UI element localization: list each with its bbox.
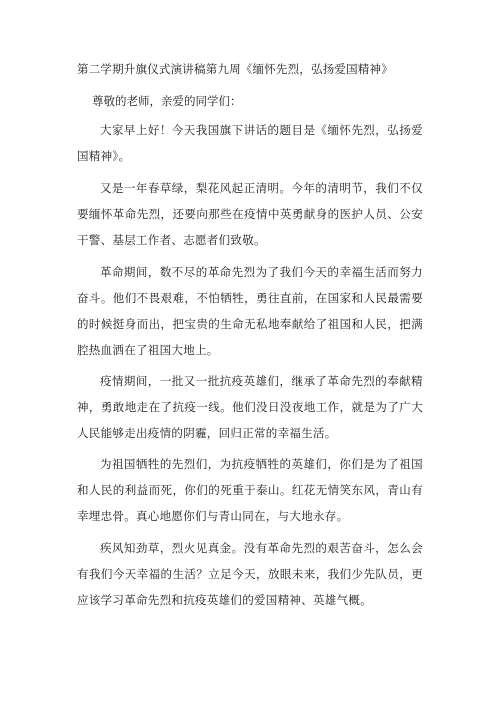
document-title: 第二学期升旗仪式演讲稿第九周《缅怀先烈，弘扬爱国精神》 — [77, 62, 393, 76]
paragraph-epidemic: 疫情期间，一批又一批抗疫英雄们，继承了革命先烈的奉献精神，勇敢地走在了抗疫一线。他们没日没夜地工作，就是为了广大人民能够走出疫情的阴霾，回归正常的幸福生活。 — [77, 374, 423, 440]
paragraph-qingming: 又是一年春草绿，梨花风起正清明。今年的清明节，我们不仅要缅怀革命先烈，还要向那些在疫情中英勇献身的医护人员、公安干警、基层工作者、志愿者们致敬。 — [77, 181, 423, 247]
paragraph-greeting: 大家早上好！今天我国旗下讲话的题目是《缅怀先烈，弘扬爱国精神》。 — [77, 123, 423, 163]
paragraph-closing: 疾风知劲草，烈火见真金。没有革命先烈的艰苦奋斗，怎么会有我们今天幸福的生活？立足今天，放眼未来，我们少先队员，更应该学习革命先烈和抗疫英雄们的爱国精神、英雄气概。 — [77, 541, 423, 607]
paragraph-tribute: 为祖国牺牲的先烈们，为抗疫牺牲的英雄们，你们是为了祖国和人民的利益而死，你们的死重于泰山。红花无情笑东风，青山有幸埋忠骨。真心地愿你们与青山同在，与大地永存。 — [77, 457, 423, 523]
paragraph-revolution: 革命期间，数不尽的革命先烈为了我们今天的幸福生活而努力奋斗。他们不畏艰难，不怕牺牲，勇往直前，在国家和人民最需要的时候挺身而出，把宝贵的生命无私地奉献给了祖国和人民，把满腔热血洒在了祖国大地上。 — [77, 265, 423, 357]
salutation: 尊敬的老师，亲爱的同学们： — [92, 94, 242, 108]
